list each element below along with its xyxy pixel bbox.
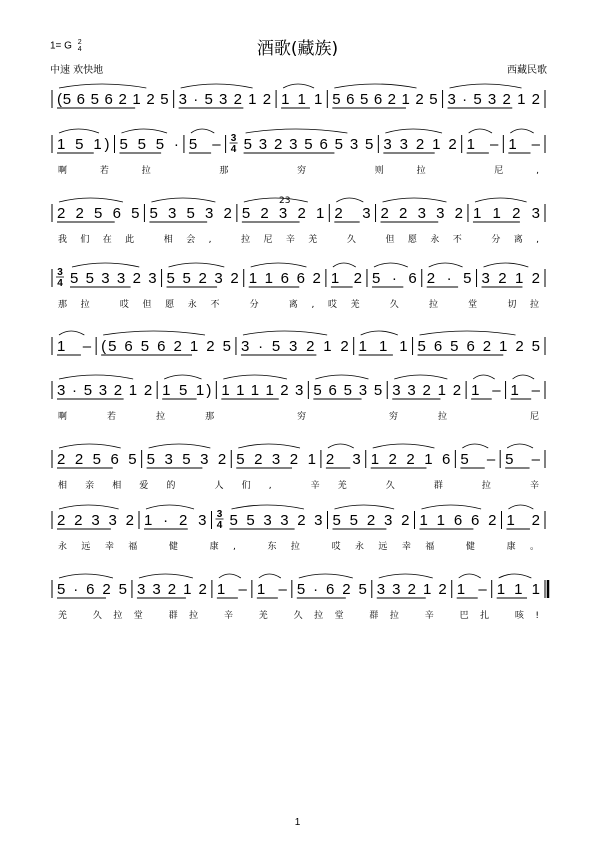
measure-notes: 2 2 3 3 2	[380, 205, 463, 222]
slur	[59, 574, 113, 578]
measure-notes: 1 –	[471, 382, 501, 399]
slur	[328, 444, 354, 448]
slur	[139, 574, 193, 578]
slur	[59, 129, 99, 133]
slur	[223, 375, 287, 379]
lyrics-line: 那拉 哎但愿永不 分 离,哎羌 久 拉 堂 切拉	[58, 300, 539, 310]
key-label: 1= G	[50, 40, 72, 52]
slur	[334, 84, 416, 88]
measure-notes: 5 · 6	[371, 270, 417, 287]
measure-notes: 1 –	[510, 382, 540, 399]
slur	[420, 331, 516, 335]
measure-notes: 2 2 3 3 2	[57, 512, 134, 529]
time-sig-bottom: 4	[230, 144, 237, 155]
measure-notes: 3 · 5 3 2 1 2	[178, 91, 272, 108]
slur	[336, 198, 363, 202]
slur	[219, 574, 241, 578]
slur	[103, 331, 205, 335]
slur	[243, 331, 327, 335]
time-sig-bottom: 4	[216, 520, 223, 531]
slur	[181, 84, 253, 88]
time-sig-top: 3	[57, 267, 63, 278]
measure-notes: 5 2 3 2 1	[241, 205, 325, 222]
slur	[151, 198, 215, 202]
measure-notes: 1 –	[456, 581, 487, 598]
measure-notes: 5 –	[460, 451, 496, 468]
time-sig-bottom: 4	[57, 278, 63, 289]
slur	[484, 263, 529, 267]
measure-notes: 1 · 2 3	[144, 512, 207, 529]
slur	[315, 375, 368, 379]
slur	[374, 263, 408, 267]
measure-notes: 1 1 6 6 2	[248, 270, 321, 287]
slur	[383, 198, 447, 202]
measure-notes: 3 2 1 2	[481, 270, 540, 287]
slur	[59, 198, 123, 202]
measure-notes: 5 2 3 2 1	[236, 451, 316, 468]
lyrics-line: 我们在此 相会, 拉尼辛羌 久 但愿永不 分离,	[58, 235, 540, 245]
time-sig-top: 3	[230, 133, 237, 144]
measure-notes: (5 6 5 6 2 1 2 5	[57, 91, 169, 108]
measure-notes: 5 3 5 3 2	[149, 205, 232, 222]
slur	[373, 444, 435, 448]
slur	[246, 129, 348, 133]
measure-notes: 1 1 2 3	[472, 205, 540, 222]
measure-notes: 3 3 2 1 2	[376, 581, 447, 598]
measure-notes: 5 5 3 3 2 3	[70, 270, 157, 287]
measure-notes: 5 5 3 3 2 3	[229, 512, 323, 529]
lyrics-line: 永远幸福 健 康, 东拉 哎永远幸福 健 康。	[58, 542, 540, 552]
slur	[361, 331, 398, 335]
measure-notes: 3 · 5 3 2 1 2	[57, 382, 153, 399]
lyrics-line: 啊若拉那 穷 穷拉 尼	[58, 412, 539, 422]
lyrics-line: 相亲相爱的 人们, 辛羌 久 群 拉 辛	[58, 481, 539, 491]
page-number: 1	[294, 817, 301, 828]
time-top: 2	[77, 39, 82, 46]
slur	[259, 574, 281, 578]
slur	[385, 129, 442, 133]
slur	[473, 375, 495, 379]
slur	[59, 84, 146, 88]
song-title: 酒歌(藏族)	[256, 39, 339, 59]
tempo-marking: 中速 欢快地	[50, 65, 104, 76]
slur	[450, 84, 522, 88]
slur	[379, 574, 433, 578]
slur	[232, 505, 304, 509]
measure-notes: 5 5 2 3 2	[332, 512, 410, 529]
measure-notes: 1 1 1 1 2 3	[221, 382, 304, 399]
slur	[59, 444, 121, 448]
measure-notes: 1 2	[506, 512, 540, 529]
measure-notes: 1 5 1)	[162, 382, 212, 399]
measure-notes: 1 –	[57, 338, 92, 355]
measure-notes: 3 3 2 1 2	[136, 581, 207, 598]
measure-notes: 5 3 5 3 2	[146, 451, 227, 468]
slur	[244, 198, 308, 202]
time-bottom: 4	[77, 46, 82, 53]
measure-notes: 5 · 6 2 5	[57, 581, 127, 598]
measure-notes: 1 1 6 6 2	[419, 512, 497, 529]
song-origin: 西藏民歌	[507, 65, 547, 76]
slur	[251, 263, 307, 267]
measure-notes: 5 6 5 6 2 1 2 5	[417, 338, 540, 355]
measure-notes: 1 –	[216, 581, 247, 598]
measure-notes: 1 1 1	[281, 91, 323, 108]
measure-notes: 2 2 5 6 5	[57, 205, 140, 222]
slur	[283, 84, 314, 88]
measure-notes: 1 –	[256, 581, 287, 598]
slur	[462, 444, 488, 448]
slur	[475, 198, 527, 202]
slur	[459, 574, 481, 578]
slur	[121, 129, 167, 133]
slur	[429, 263, 463, 267]
slur	[513, 375, 535, 379]
slur	[299, 574, 353, 578]
measure-notes: 1 1 1	[496, 581, 540, 598]
slur	[507, 444, 533, 448]
slur	[59, 505, 119, 509]
measure-notes: 1 1 1	[358, 338, 408, 355]
measure-notes: 2 · 5	[426, 270, 472, 287]
slur	[509, 505, 534, 509]
slur	[238, 444, 300, 448]
slur	[394, 375, 447, 379]
measure-notes: 5 6 5 3 5	[313, 382, 383, 399]
measure-notes: 3 3 2 1 2	[383, 136, 457, 153]
slur	[191, 129, 214, 133]
measure-notes: (5 6 5 6 2 1 2 5	[101, 338, 231, 355]
measure-notes: 3 · 5 3 2 1 2	[240, 338, 349, 355]
measure-notes: 1 –	[466, 136, 499, 153]
slur	[469, 129, 492, 133]
slur	[422, 505, 482, 509]
slur	[510, 129, 533, 133]
slur	[59, 375, 133, 379]
measure-notes: 1 5 1)	[57, 136, 110, 153]
measure-notes: 1 2	[330, 270, 362, 287]
measure-notes: 2 3	[325, 451, 361, 468]
lyrics-line: 羌 久拉堂 群拉 辛 羌 久拉堂 群拉 辛 巴扎 咳!	[58, 611, 540, 621]
measure-notes: 3 · 5 3 2 1 2	[447, 91, 540, 108]
measure-notes: 5 6 5 6 2 1 2 5	[332, 91, 438, 108]
slur	[333, 263, 356, 267]
slur	[72, 263, 139, 267]
measure-notes: 3 3 2 1 2	[392, 382, 462, 399]
slur	[499, 574, 532, 578]
measure-notes: 5 –	[505, 451, 540, 468]
slur	[169, 263, 225, 267]
measure-notes: 1 –	[508, 136, 540, 153]
measure-notes: 5 3 2 3 5 6 5 3 5	[243, 136, 374, 153]
slur	[59, 331, 84, 335]
measure-notes: 2 3	[334, 205, 371, 222]
grace-note: 23	[278, 196, 291, 206]
slur	[335, 505, 395, 509]
measure-notes: 5 –	[188, 136, 221, 153]
measure-notes: 2 2 5 6 5	[57, 451, 137, 468]
lyrics-line: 啊若拉 那 穷 则拉 尼,	[58, 166, 539, 176]
measure-notes: 5 5 2 3 2	[166, 270, 239, 287]
measure-notes: 1 2 2 1 6	[370, 451, 451, 468]
slur	[164, 375, 201, 379]
slur	[149, 444, 211, 448]
measure-notes: 5 5 5 ·	[119, 136, 179, 153]
slur	[146, 505, 194, 509]
time-sig-top: 3	[216, 509, 223, 520]
measure-notes: 5 · 6 2 5	[296, 581, 367, 598]
